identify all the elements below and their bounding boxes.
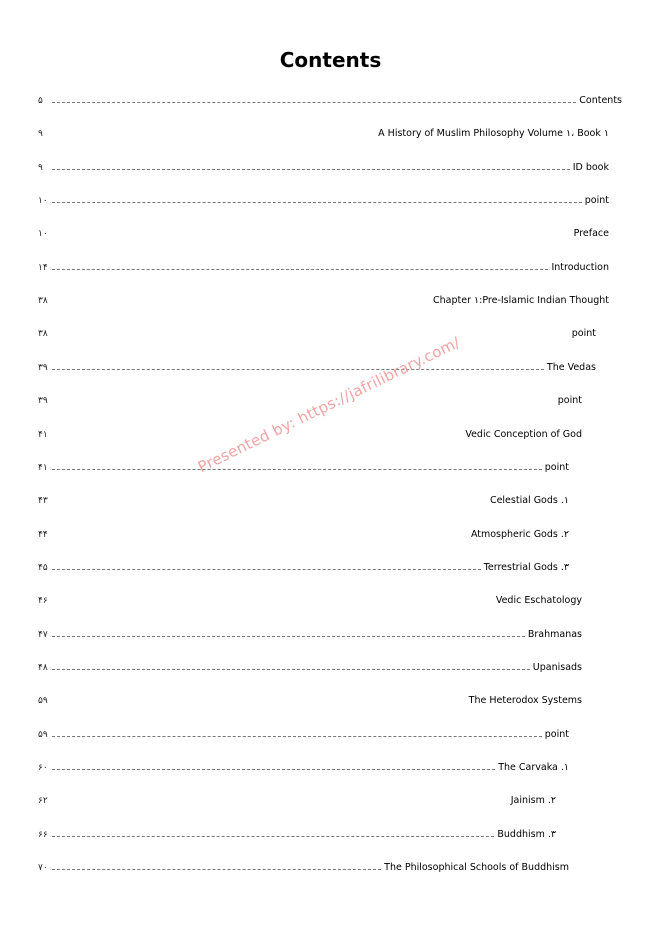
dot-leader — [52, 769, 495, 770]
toc-page-number: ۳۹ — [38, 396, 48, 406]
toc-entry-label: Upanisads — [532, 662, 582, 673]
toc-entry-label: ID book — [572, 162, 609, 173]
toc-entry-label: Chapter ۱:Pre-Islamic Indian Thought — [433, 295, 609, 306]
toc-page-number: ۴۱ — [38, 463, 48, 473]
toc-entry-the-vedas[interactable] — [38, 361, 596, 375]
toc-page-number: ۵ — [38, 96, 43, 106]
toc-page-number: ۶۲ — [38, 796, 48, 806]
toc-entry-carvaka[interactable] — [38, 761, 569, 775]
toc-entry-vedic-eschatology[interactable] — [38, 594, 582, 608]
toc-entry-history-volume[interactable] — [38, 127, 609, 141]
toc-page-number: ۱۴ — [38, 263, 48, 273]
toc-entry-brahmanas[interactable] — [38, 628, 582, 642]
toc-entry-chapter-1[interactable] — [38, 294, 609, 308]
dot-leader — [52, 669, 530, 670]
toc-entry-label: point — [571, 328, 596, 339]
toc-entry-celestial-gods[interactable] — [38, 494, 569, 508]
dot-leader — [52, 869, 381, 870]
toc-page-number: ۴۳ — [38, 496, 48, 506]
dot-leader — [52, 636, 525, 637]
toc-page-number: ۱۰ — [38, 229, 48, 239]
toc-page-number: ۴۶ — [38, 596, 48, 606]
toc-page-number: ۳۸ — [38, 296, 48, 306]
toc-page-number: ۶۰ — [38, 763, 48, 773]
dot-leader — [52, 102, 576, 103]
toc-page-number: ۴۵ — [38, 563, 48, 573]
page-title: Contents — [279, 48, 382, 72]
dot-leader — [52, 269, 548, 270]
watermark-text: Presented by: https://jafrilibrary.com/ — [195, 333, 463, 477]
toc-page-number: ۵۹ — [38, 696, 48, 706]
toc-entry-label: Vedic Conception of God — [465, 429, 582, 440]
toc-entry-label: Preface — [573, 228, 609, 239]
dot-leader — [52, 169, 570, 170]
toc-page-number: ۳۸ — [38, 329, 48, 339]
toc-entry-id-book[interactable] — [38, 161, 609, 175]
dot-leader — [52, 736, 542, 737]
toc-entry-label: The Philosophical Schools of Buddhism — [384, 862, 569, 873]
toc-entry-label: The Carvaka .۱ — [498, 762, 569, 773]
toc-page-number: ۶۶ — [38, 830, 48, 840]
toc-entry-label: Jainism .۲ — [510, 795, 556, 806]
toc-entry-upanisads[interactable] — [38, 661, 582, 675]
toc-page-number: ۵۹ — [38, 730, 48, 740]
toc-entry-label: The Heterodox Systems — [468, 695, 582, 706]
toc-entry-label: Contents — [579, 95, 622, 106]
toc-entry-label: Buddhism .۳ — [497, 829, 556, 840]
toc-entry-label: Atmospheric Gods .۲ — [470, 529, 569, 540]
toc-entry-label: The Vedas — [546, 362, 596, 373]
toc-entry-vedic-conception[interactable] — [38, 428, 582, 442]
toc-page-number: ۴۱ — [38, 430, 48, 440]
toc-page-number: ۴۷ — [38, 630, 48, 640]
toc-entry-label: Introduction — [551, 262, 609, 273]
toc-entry-label: point — [544, 462, 569, 473]
toc-entry-label: Vedic Eschatology — [495, 595, 582, 606]
toc-entry-buddhism[interactable] — [38, 828, 556, 842]
toc-entry-label: point — [557, 395, 582, 406]
toc-entry-point[interactable] — [38, 461, 569, 475]
toc-page-number: ۹ — [38, 163, 43, 173]
toc-entry-heterodox-systems[interactable] — [38, 694, 582, 708]
toc-entry-jainism[interactable] — [38, 794, 556, 808]
toc-entry-point[interactable] — [38, 728, 569, 742]
toc-page-number: ۴۸ — [38, 663, 48, 673]
toc-page-number: ۷۰ — [38, 863, 48, 873]
dot-leader — [52, 369, 544, 370]
dot-leader — [52, 569, 481, 570]
dot-leader — [52, 469, 542, 470]
toc-entry-atmospheric-gods[interactable] — [38, 528, 569, 542]
toc-entry-preface[interactable] — [38, 227, 609, 241]
toc-entry-introduction[interactable] — [38, 261, 609, 275]
toc-entry-label: Brahmanas — [527, 629, 582, 640]
toc-page-number: ۱۰ — [38, 196, 48, 206]
toc-entry-label: point — [544, 729, 569, 740]
toc-page-number: ۳۹ — [38, 363, 48, 373]
toc-entry-philosophical-schools[interactable] — [38, 861, 569, 875]
dot-leader — [52, 836, 494, 837]
toc-entry-label: Celestial Gods .۱ — [489, 495, 569, 506]
dot-leader — [52, 202, 582, 203]
toc-entry-label: Terrestrial Gods .۳ — [483, 562, 569, 573]
toc-entry-label: point — [584, 195, 609, 206]
toc-entry-point[interactable] — [38, 327, 596, 341]
toc-page-number: ۴۴ — [38, 530, 48, 540]
toc-page-number: ۹ — [38, 129, 43, 139]
toc-entry-terrestrial-gods[interactable] — [38, 561, 569, 575]
toc-entry-contents[interactable] — [38, 94, 622, 108]
toc-entry-point[interactable] — [38, 194, 609, 208]
toc-entry-label: A History of Muslim Philosophy Volume ۱، Book ۱ — [378, 128, 609, 139]
